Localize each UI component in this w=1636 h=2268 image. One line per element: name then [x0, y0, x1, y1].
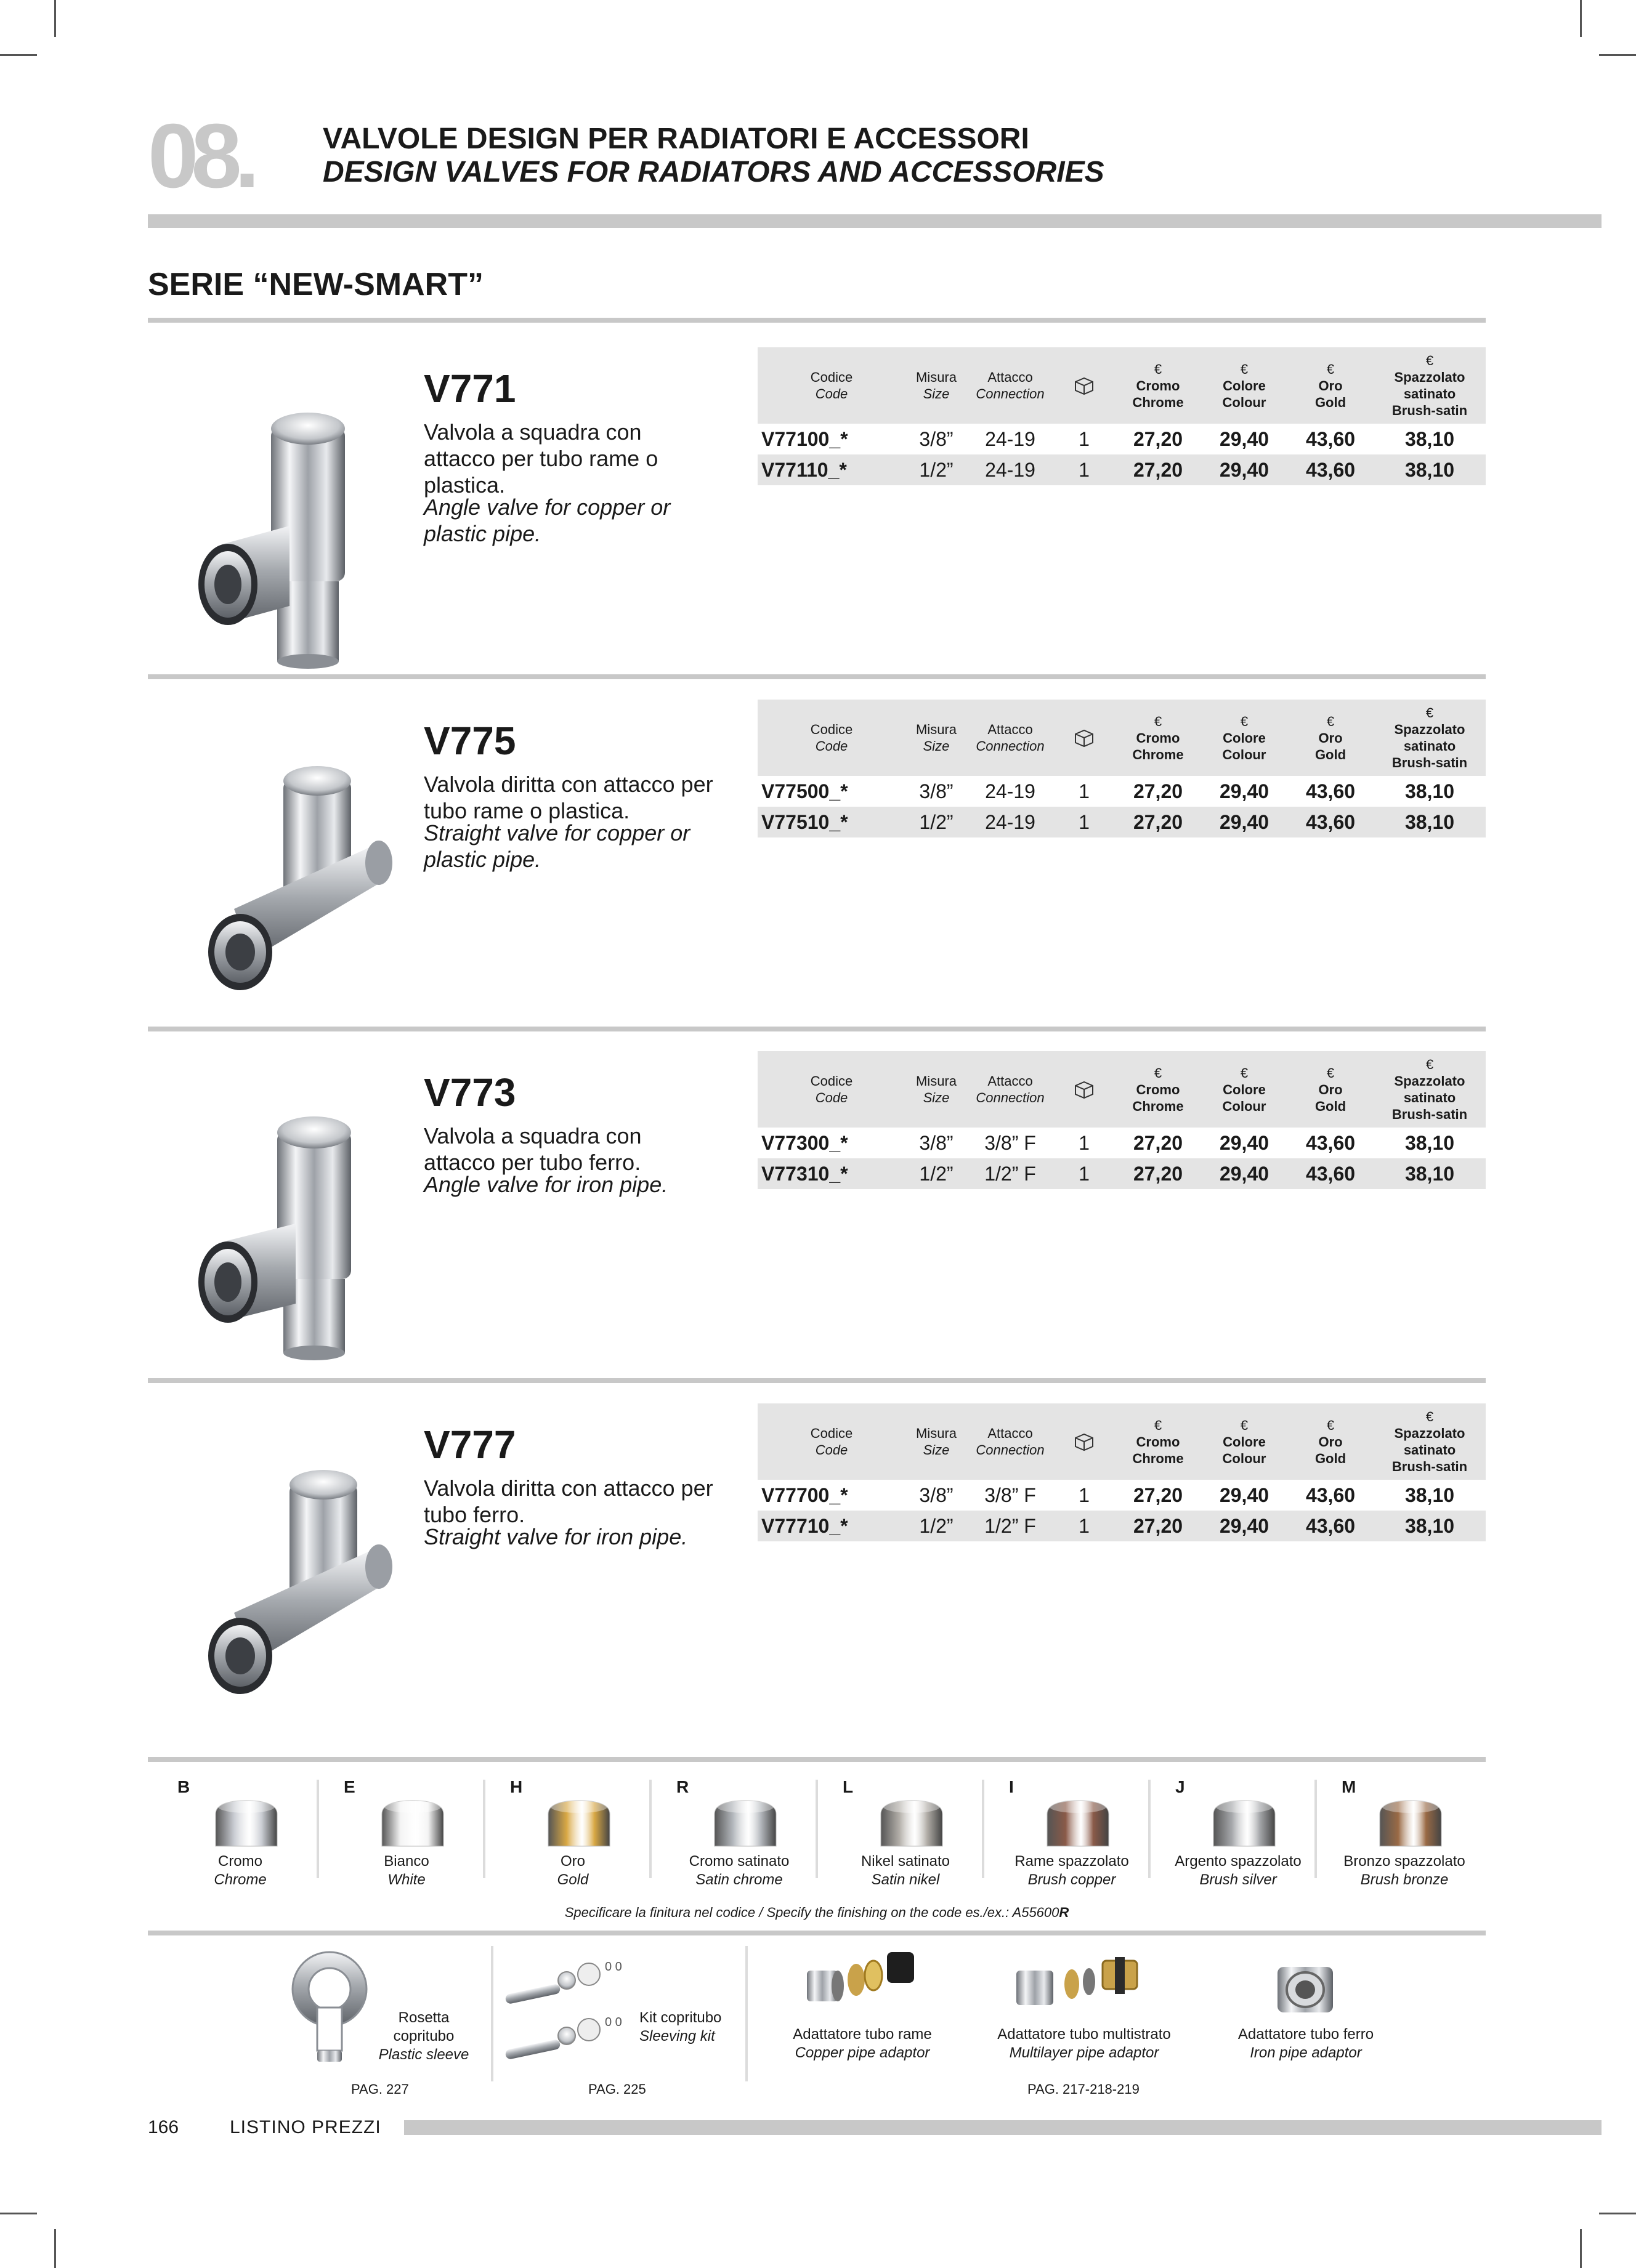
finish-letter: L	[843, 1777, 854, 1796]
product-block-v775	[148, 705, 1486, 1026]
product-description-en: Straight valve for copper or plastic pipe.	[424, 820, 690, 872]
col-connection: Attacco Connection	[976, 369, 1045, 402]
finish-cap-icon	[1041, 1796, 1115, 1851]
finish-letter: I	[1009, 1777, 1014, 1796]
table-row: V77710_* 1/2” 1/2” F 1 27,20 29,40 43,60 38,10	[758, 1511, 1486, 1541]
iron-adaptor-icon	[1269, 1958, 1343, 2020]
col-chrome: € Cromo Chrome	[1132, 713, 1184, 762]
crop-mark	[1599, 2213, 1636, 2214]
package-box-icon	[1053, 1051, 1115, 1128]
finishing-note: Specificare la finitura nel codice / Specify the finishing on the code es./ex.: A55600R	[564, 1905, 1069, 1920]
product-description-it: Valvola a squadra con attacco per tubo ferro.	[424, 1123, 642, 1175]
finish-name-en: White	[387, 1871, 426, 1888]
sleeving-kit-icon	[499, 1952, 634, 2075]
page-number: 166	[148, 2117, 179, 2137]
price-table	[758, 1051, 1486, 1189]
finish-name: Cromo satinato	[689, 1853, 790, 1870]
finishes-rule	[148, 1757, 1486, 1762]
section-rule	[148, 318, 1486, 323]
footer-label: LISTINO PREZZI	[230, 2117, 381, 2137]
straight-valve-image	[185, 755, 407, 1026]
straight-valve-image	[185, 1459, 407, 1730]
crop-mark	[54, 0, 56, 37]
finish-cap-icon	[209, 1796, 283, 1851]
accessory-kit-copritubo: Kit copritubo Sleeving kit	[639, 2009, 722, 2044]
col-code: Codice Code	[810, 1073, 853, 1105]
col-chrome: € Cromo Chrome	[1132, 361, 1184, 410]
divider	[1148, 1780, 1151, 1878]
col-brush-satin: € Spazzolato satinato Brush-satin	[1391, 1409, 1468, 1474]
finish-item	[986, 1771, 1151, 1894]
page-ref: PAG. 217-218-219	[1027, 2081, 1140, 2097]
finish-cap-icon	[1374, 1796, 1448, 1851]
finish-name-en: Satin nikel	[871, 1871, 940, 1888]
col-code: Codice Code	[810, 369, 853, 402]
product-code: V775	[424, 719, 516, 763]
footer-bar	[404, 2120, 1602, 2135]
col-colour: € Colore Colour	[1222, 713, 1266, 762]
divider	[317, 1780, 319, 1878]
finish-cap-icon	[376, 1796, 450, 1851]
copper-adaptor-icon	[801, 1946, 924, 2014]
product-description-it: Valvola a squadra con attacco per tubo rame o plastica.	[424, 419, 658, 498]
finish-name-en: Brush copper	[1027, 1871, 1116, 1888]
header-bar	[148, 214, 1602, 228]
finish-letter: H	[510, 1777, 523, 1796]
finish-name: Nikel satinato	[861, 1853, 950, 1870]
table-header	[758, 347, 1486, 424]
product-description-it: Valvola diritta con attacco per tubo rame o plastica.	[424, 772, 713, 823]
finish-letter: E	[344, 1777, 355, 1796]
chapter-title-italian: VALVOLE DESIGN PER RADIATORI E ACCESSORI	[323, 123, 1029, 155]
crop-mark	[1580, 2229, 1582, 2268]
page-ref: PAG. 225	[588, 2081, 646, 2097]
col-connection: Attacco Connection	[976, 722, 1045, 754]
finish-letter: M	[1342, 1777, 1356, 1796]
divider	[649, 1780, 652, 1878]
finish-letter: R	[676, 1777, 689, 1796]
multilayer-adaptor-icon	[1010, 1952, 1146, 2014]
finish-cap-icon	[1207, 1796, 1281, 1851]
page-ref: PAG. 227	[351, 2081, 409, 2097]
crop-mark	[54, 2229, 56, 2268]
divider	[745, 1946, 748, 2081]
angle-valve-image	[185, 403, 407, 674]
package-box-icon	[1053, 347, 1115, 424]
finish-name-en: Gold	[557, 1871, 589, 1888]
finish-name: Cromo	[217, 1853, 262, 1870]
finish-cap-icon	[708, 1796, 782, 1851]
col-colour: € Colore Colour	[1222, 1065, 1266, 1114]
divider	[816, 1780, 818, 1878]
price-table	[758, 1403, 1486, 1541]
product-description-en: Angle valve for iron pipe.	[424, 1172, 668, 1197]
finish-item	[653, 1771, 818, 1894]
package-box-icon	[1053, 700, 1115, 776]
finish-name-en: Brush silver	[1199, 1871, 1277, 1888]
finish-letter: J	[1175, 1777, 1185, 1796]
finish-letter: B	[177, 1777, 190, 1796]
accessories-rule	[148, 1931, 1486, 1935]
finish-name-en: Brush bronze	[1360, 1871, 1449, 1888]
col-connection: Attacco Connection	[976, 1073, 1045, 1105]
angle-valve-image	[185, 1107, 407, 1378]
accessory-copper-adaptor: Adattatore tubo rame Copper pipe adaptor	[793, 2026, 932, 2061]
table-header	[758, 1403, 1486, 1480]
rosette-icon	[283, 1946, 376, 2069]
accessory-iron-adaptor: Adattatore tubo ferro Iron pipe adaptor	[1237, 2026, 1374, 2061]
table-header	[758, 1051, 1486, 1128]
svg-text:0 0: 0 0	[605, 2016, 622, 2029]
divider	[982, 1780, 984, 1878]
col-colour: € Colore Colour	[1222, 361, 1266, 410]
finish-item	[1318, 1771, 1483, 1894]
product-block-v773	[148, 1057, 1486, 1378]
col-brush-satin: € Spazzolato satinato Brush-satin	[1391, 353, 1468, 418]
product-description-it: Valvola diritta con attacco per tubo ferro.	[424, 1475, 713, 1527]
product-description-en: Straight valve for iron pipe.	[424, 1524, 688, 1549]
finish-name: Rame spazzolato	[1014, 1853, 1129, 1870]
col-connection: Attacco Connection	[976, 1426, 1045, 1458]
col-chrome: € Cromo Chrome	[1132, 1065, 1184, 1114]
product-block-v771	[148, 353, 1486, 674]
finish-item	[320, 1771, 485, 1894]
accessory-rosetta: Rosetta copritubo Plastic sleeve	[378, 2009, 469, 2063]
table-row: V77300_* 3/8” 3/8” F 1 27,20 29,40 43,60 38,10	[761, 1132, 1455, 1154]
product-code: V777	[424, 1423, 516, 1467]
finish-name: Bronzo spazzolato	[1343, 1853, 1465, 1870]
table-row: V77700_* 3/8” 3/8” F 1 27,20 29,40 43,60 38,10	[761, 1484, 1455, 1506]
col-size: Misura Size	[915, 369, 957, 402]
package-box-icon	[1053, 1403, 1115, 1480]
finish-cap-icon	[875, 1796, 949, 1851]
finish-item	[154, 1771, 319, 1894]
col-brush-satin: € Spazzolato satinato Brush-satin	[1391, 705, 1468, 770]
product-code: V773	[424, 1070, 516, 1115]
col-gold: € Oro Gold	[1314, 361, 1346, 410]
crop-mark	[0, 2213, 37, 2214]
finish-name-en: Chrome	[214, 1871, 267, 1888]
finish-name: Bianco	[384, 1853, 429, 1870]
chapter-number: 08.	[148, 105, 253, 207]
section-rule	[148, 1378, 1486, 1383]
product-description-en: Angle valve for copper or plastic pipe.	[424, 494, 671, 546]
svg-text:0 0: 0 0	[605, 1960, 622, 1974]
finish-name-en: Satin chrome	[695, 1871, 783, 1888]
crop-mark	[0, 54, 37, 56]
col-colour: € Colore Colour	[1222, 1417, 1266, 1466]
table-row: V77510_* 1/2” 24-19 1 27,20 29,40 43,60 38,10	[758, 807, 1486, 837]
divider	[1314, 1780, 1317, 1878]
divider	[483, 1780, 485, 1878]
accessory-multilayer-adaptor: Adattatore tubo multistrato Multilayer pipe adaptor	[997, 2026, 1171, 2061]
table-row: V77500_* 3/8” 24-19 1 27,20 29,40 43,60 38,10	[761, 780, 1455, 802]
col-chrome: € Cromo Chrome	[1132, 1417, 1184, 1466]
crop-mark	[1599, 54, 1636, 56]
table-row: V77100_* 3/8” 24-19 1 27,20 29,40 43,60 38,10	[761, 428, 1455, 450]
table-row: V77110_* 1/2” 24-19 1 27,20 29,40 43,60 38,10	[758, 454, 1486, 485]
finish-item	[487, 1771, 652, 1894]
price-table	[758, 347, 1486, 485]
col-code: Codice Code	[810, 722, 853, 754]
finish-cap-icon	[542, 1796, 616, 1851]
finish-name: Oro	[560, 1853, 585, 1870]
col-code: Codice Code	[810, 1426, 853, 1458]
col-size: Misura Size	[915, 1426, 957, 1458]
finish-item	[1152, 1771, 1317, 1894]
table-header	[758, 700, 1486, 776]
col-brush-satin: € Spazzolato satinato Brush-satin	[1391, 1057, 1468, 1122]
price-table	[758, 700, 1486, 837]
col-gold: € Oro Gold	[1314, 1065, 1346, 1114]
finish-name: Argento spazzolato	[1175, 1853, 1302, 1870]
col-size: Misura Size	[915, 1073, 957, 1105]
section-rule	[148, 1027, 1486, 1031]
product-block-v777	[148, 1409, 1486, 1730]
col-gold: € Oro Gold	[1314, 1417, 1346, 1466]
chapter-title-english: DESIGN VALVES FOR RADIATORS AND ACCESSORIES	[323, 156, 1104, 188]
crop-mark	[1580, 0, 1582, 37]
series-title: SERIE “NEW-SMART”	[148, 267, 484, 302]
col-gold: € Oro Gold	[1314, 713, 1346, 762]
section-rule	[148, 674, 1486, 679]
col-size: Misura Size	[915, 722, 957, 754]
product-code: V771	[424, 366, 516, 411]
finish-item	[819, 1771, 984, 1894]
table-row: V77310_* 1/2” 1/2” F 1 27,20 29,40 43,60 38,10	[758, 1158, 1486, 1189]
divider	[491, 1946, 493, 2081]
